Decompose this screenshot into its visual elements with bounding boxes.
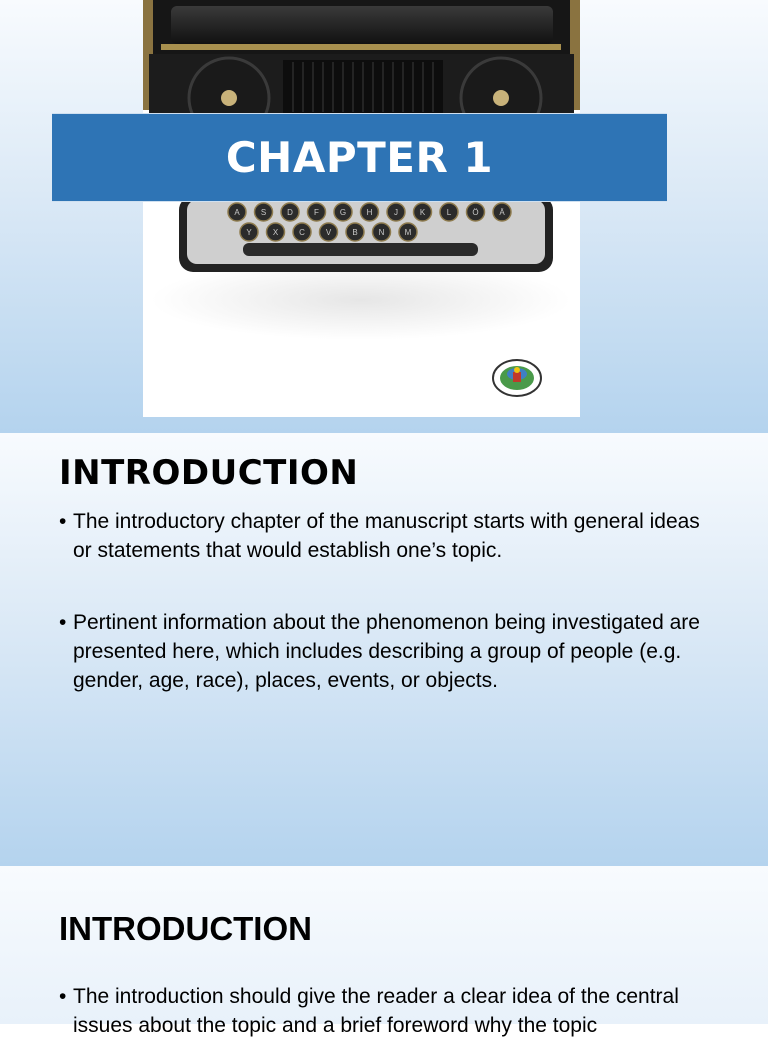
typewriter-key-label: C [299,228,305,237]
typewriter-key-label: N [378,228,385,237]
bullet-list [59,982,719,1040]
typewriter-key-label: D [287,208,293,217]
typewriter-key-label: Ö [472,208,479,217]
typewriter-key-label: A [234,208,240,217]
typewriter-key-label: B [352,228,358,237]
slide-introduction-2 [0,866,768,1037]
typewriter-key-label: J [394,208,398,217]
typewriter-key-label: F [314,208,319,217]
bullet-list [59,507,719,738]
bullet-item: • The introductory chapter of the manuscript starts with general ideas or statements that would establish one’s topic. [59,510,700,562]
typewriter-key-label: Ä [499,208,505,217]
typewriter-image [143,0,580,417]
slide-heading: INTRODUCTION [59,453,359,493]
typewriter-key-label: X [272,228,279,237]
typewriter-key-label: K [419,208,426,217]
chapter-title: CHAPTER 1 [225,133,494,182]
slide-heading: INTRODUCTION [59,910,312,947]
chapter-title-band [52,113,667,202]
typewriter-key-label: G [339,208,347,217]
bullet-item: • Pertinent information about the phenomenon being investigated are presented here, which includes describing a group of people (e.g. gender, age, race), places, events, or objects. [59,611,700,692]
bullet-item: • The introduction should give the reader a clear idea of the central issues about the topic and a brief foreword why the topic [59,985,679,1037]
school-seal-logo [491,358,543,398]
slide-introduction [0,433,768,866]
typewriter-key-label: L [446,208,452,217]
typewriter-key-label: V [325,228,332,237]
typewriter-key-label: S [260,208,267,217]
typewriter-key-label: Y [246,228,252,237]
slide-title [0,0,768,433]
typewriter-key-label: H [366,208,373,217]
typewriter-key-label: M [404,228,412,237]
